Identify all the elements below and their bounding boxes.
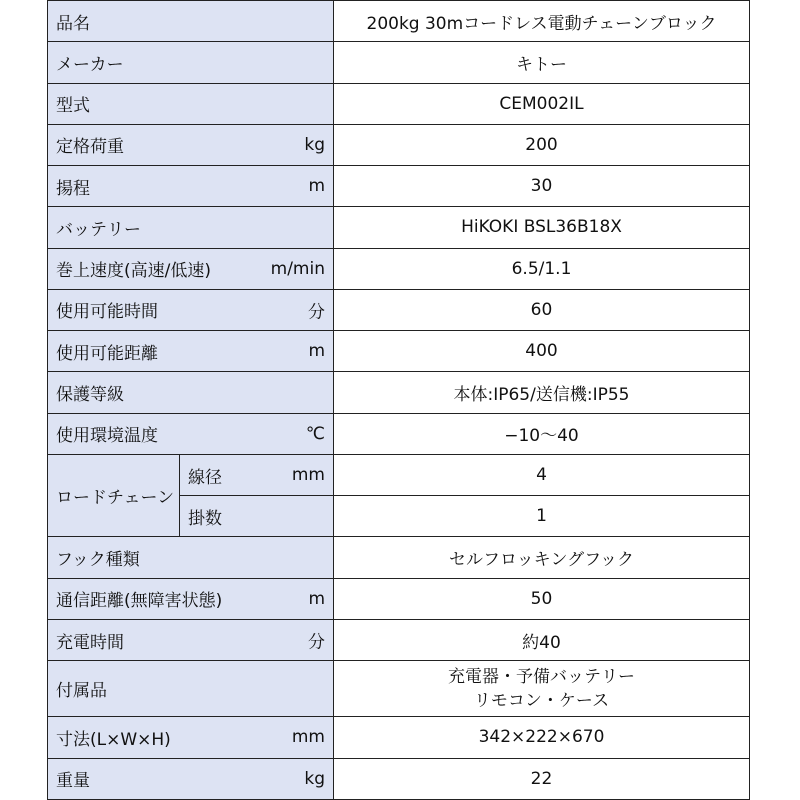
spec-value: 30 — [334, 166, 750, 207]
spec-label-cell — [48, 413, 334, 454]
spec-unit: 分 — [308, 632, 325, 653]
spec-label-cell — [48, 661, 334, 717]
spec-row-rated-load — [48, 124, 750, 165]
spec-value: 22 — [334, 758, 750, 799]
spec-unit: 分 — [308, 302, 325, 323]
spec-unit: kg — [304, 134, 325, 155]
spec-label: 保護等級 — [56, 385, 124, 406]
spec-label: 品名 — [56, 13, 90, 34]
spec-row-battery — [48, 207, 750, 248]
spec-label: メーカー — [56, 54, 124, 75]
spec-label-cell — [48, 166, 334, 207]
spec-label: 定格荷重 — [56, 137, 124, 158]
spec-unit: mm — [291, 727, 325, 748]
spec-label: バッテリー — [56, 219, 141, 240]
spec-label-cell — [48, 124, 334, 165]
spec-row-temperature — [48, 413, 750, 454]
spec-label-cell — [48, 619, 334, 660]
spec-label-cell — [48, 207, 334, 248]
spec-sub-label: 掛数 — [188, 508, 222, 529]
spec-value: CEM002IL — [334, 83, 750, 124]
spec-value: HiKOKI BSL36B18X — [334, 207, 750, 248]
spec-group-label: ロードチェーン — [48, 454, 180, 537]
spec-unit: m — [308, 176, 325, 197]
spec-value: 本体:IP65/送信機:IP55 — [334, 372, 750, 413]
spec-label: 使用可能距離 — [56, 343, 158, 364]
spec-label-cell — [48, 42, 334, 83]
spec-value: −10〜40 — [334, 413, 750, 454]
spec-value: 50 — [334, 578, 750, 619]
spec-value: 200 — [334, 124, 750, 165]
spec-label: 重量 — [56, 771, 90, 792]
spec-row-hoist-speed — [48, 248, 750, 289]
spec-row-usable-distance — [48, 331, 750, 372]
spec-row-hook — [48, 537, 750, 578]
spec-label-cell — [48, 289, 334, 330]
spec-label: 使用可能時間 — [56, 302, 158, 323]
spec-label: 型式 — [56, 96, 90, 117]
spec-value: 342×222×670 — [334, 717, 750, 758]
spec-value: 4 — [334, 454, 750, 495]
spec-value: 1 — [334, 496, 750, 537]
spec-label-cell — [48, 758, 334, 799]
spec-value: 6.5/1.1 — [334, 248, 750, 289]
spec-label-cell — [48, 1, 334, 42]
spec-row-chain-diameter — [48, 454, 750, 495]
spec-label: 通信距離(無障害状態) — [56, 591, 223, 612]
spec-label: 充電時間 — [56, 632, 124, 653]
spec-label-cell — [48, 248, 334, 289]
spec-label-cell — [180, 496, 334, 537]
spec-label-cell — [48, 537, 334, 578]
spec-row-model — [48, 83, 750, 124]
spec-label-cell — [48, 83, 334, 124]
spec-value — [334, 661, 750, 717]
spec-value-line: 充電器・予備バッテリー — [448, 666, 635, 687]
spec-row-accessories — [48, 661, 750, 717]
spec-table — [47, 0, 750, 800]
spec-label: 使用環境温度 — [56, 426, 158, 447]
spec-row-usable-time — [48, 289, 750, 330]
spec-row-maker — [48, 42, 750, 83]
spec-label-cell — [48, 372, 334, 413]
spec-value: キトー — [334, 42, 750, 83]
spec-label: 巻上速度(高速/低速) — [56, 261, 211, 282]
spec-label-cell — [48, 331, 334, 372]
spec-label: フック種類 — [56, 550, 140, 571]
spec-label-cell — [180, 454, 334, 495]
spec-row-protection — [48, 372, 750, 413]
spec-value: 60 — [334, 289, 750, 330]
spec-value-line: リモコン・ケース — [473, 690, 610, 711]
spec-unit: ℃ — [305, 423, 325, 444]
spec-label: 付属品 — [56, 681, 107, 702]
spec-row-weight — [48, 758, 750, 799]
spec-label-cell — [48, 717, 334, 758]
spec-sub-label: 線径 — [188, 467, 222, 488]
spec-unit: m — [308, 588, 325, 609]
spec-row-comm-distance — [48, 578, 750, 619]
spec-label: 寸法(L×W×H) — [56, 729, 171, 750]
spec-unit: kg — [304, 768, 325, 789]
spec-row-product-name — [48, 1, 750, 42]
spec-label-cell — [48, 578, 334, 619]
spec-value: 200kg 30mコードレス電動チェーンブロック — [334, 1, 750, 42]
spec-unit: mm — [291, 465, 325, 486]
spec-value: セルフロッキングフック — [334, 537, 750, 578]
spec-row-dimensions — [48, 717, 750, 758]
spec-row-charge-time — [48, 619, 750, 660]
spec-value: 400 — [334, 331, 750, 372]
spec-unit: m — [308, 341, 325, 362]
spec-row-lift — [48, 166, 750, 207]
spec-value: 約40 — [334, 619, 750, 660]
spec-unit: m/min — [270, 258, 325, 279]
spec-label: 揚程 — [56, 178, 90, 199]
